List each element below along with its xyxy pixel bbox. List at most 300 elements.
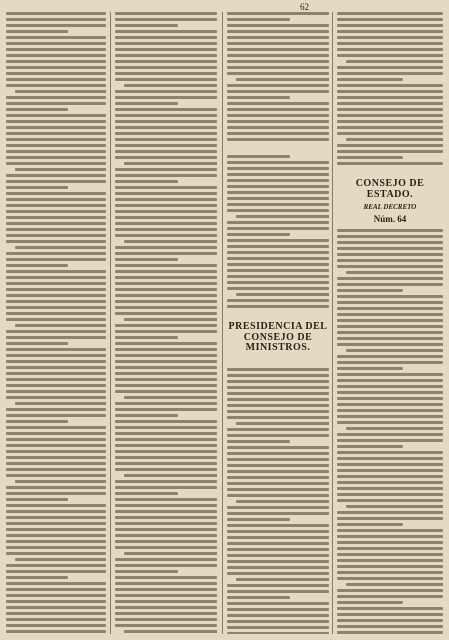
text-line [236, 578, 329, 581]
text-line [346, 138, 443, 141]
text-line [115, 588, 217, 591]
text-line [115, 360, 217, 363]
text-line [115, 30, 217, 33]
text-line [337, 409, 443, 412]
text-line [115, 210, 217, 213]
text-line [227, 434, 329, 437]
text-line [227, 392, 329, 395]
text-line [337, 481, 443, 484]
article-text [227, 155, 329, 308]
text-line [6, 294, 106, 297]
text-line [337, 529, 443, 532]
section-heading-presidency: PRESIDENCIA DEL CONSEJO DE MINISTROS. [228, 321, 328, 353]
text-line [227, 209, 329, 212]
text-line [236, 215, 329, 218]
text-line [115, 582, 217, 585]
text-line [115, 42, 217, 45]
text-line [337, 343, 443, 346]
text-line [6, 282, 106, 285]
text-line [6, 270, 106, 273]
text-line [227, 632, 329, 635]
text-line [227, 179, 329, 182]
text-line [337, 457, 443, 460]
text-line [115, 414, 178, 417]
text-line [346, 427, 443, 430]
text-line [337, 559, 443, 562]
text-line [227, 428, 329, 431]
article-text [6, 12, 106, 634]
text-line [115, 222, 217, 225]
text-line [115, 276, 217, 279]
text-line [115, 468, 217, 471]
text-line [337, 433, 443, 436]
text-line [115, 456, 217, 459]
text-line [227, 542, 329, 545]
text-line [337, 319, 443, 322]
text-line [115, 114, 217, 117]
text-line [6, 390, 106, 393]
text-line [115, 438, 217, 441]
text-line [337, 18, 443, 21]
text-line [6, 84, 106, 87]
text-line [227, 380, 329, 383]
text-line [6, 600, 106, 603]
text-line [337, 613, 443, 616]
text-line [227, 410, 329, 413]
text-line [6, 564, 106, 567]
text-line [227, 114, 329, 117]
text-line [337, 42, 443, 45]
text-line [115, 12, 217, 15]
text-line [115, 18, 217, 21]
text-line [6, 276, 106, 279]
column-3 [227, 12, 329, 634]
text-line [6, 138, 106, 141]
text-line [6, 300, 106, 303]
text-line [227, 614, 329, 617]
text-line [6, 114, 106, 117]
text-line [337, 475, 443, 478]
text-line [115, 450, 217, 453]
text-line [6, 612, 106, 615]
text-line [227, 66, 329, 69]
text-line [115, 522, 217, 525]
text-line [227, 155, 290, 158]
text-line [115, 504, 217, 507]
text-line [115, 498, 217, 501]
text-line [227, 275, 329, 278]
text-line [115, 426, 217, 429]
text-line [227, 191, 329, 194]
text-line [6, 72, 106, 75]
text-line [227, 251, 329, 254]
column-4 [337, 12, 443, 634]
text-line [124, 318, 217, 321]
text-line [115, 192, 217, 195]
text-line [337, 337, 443, 340]
text-line [227, 620, 329, 623]
text-line [337, 493, 443, 496]
text-line [6, 408, 106, 411]
text-line [227, 30, 329, 33]
text-line [115, 36, 217, 39]
text-line [115, 264, 217, 267]
text-line [346, 271, 443, 274]
text-line [6, 450, 106, 453]
text-line [6, 234, 106, 237]
text-line [124, 396, 217, 399]
text-line [115, 612, 217, 615]
text-line [115, 60, 217, 63]
text-line [337, 301, 443, 304]
text-line [6, 60, 106, 63]
text-line [227, 84, 329, 87]
text-line [346, 349, 443, 352]
text-line [227, 386, 329, 389]
text-line [6, 150, 106, 153]
text-line [6, 162, 106, 165]
text-line [337, 631, 443, 634]
text-line [227, 126, 329, 129]
text-line [6, 252, 106, 255]
text-line [227, 374, 329, 377]
text-line [115, 48, 217, 51]
text-line [115, 126, 217, 129]
text-line [6, 318, 106, 321]
column-1 [6, 12, 106, 634]
text-line [115, 300, 217, 303]
text-line [337, 277, 443, 280]
text-line [6, 330, 106, 333]
text-line [115, 294, 217, 297]
text-line [6, 528, 106, 531]
text-line [337, 295, 443, 298]
text-line [337, 144, 443, 147]
text-line [227, 245, 329, 248]
text-line [227, 221, 329, 224]
text-line [337, 126, 443, 129]
text-line [6, 306, 106, 309]
text-line [115, 528, 217, 531]
column-rule [110, 12, 111, 634]
text-line [337, 229, 443, 232]
text-line [337, 253, 443, 256]
text-line [115, 24, 178, 27]
text-line [227, 167, 329, 170]
text-line [227, 482, 329, 485]
text-line [115, 108, 217, 111]
text-line [337, 36, 443, 39]
text-line [6, 360, 106, 363]
text-line [115, 420, 217, 423]
text-line [6, 342, 68, 345]
text-line [124, 474, 217, 477]
text-line [227, 506, 329, 509]
text-line [115, 198, 217, 201]
text-line [6, 144, 106, 147]
text-line [6, 216, 106, 219]
text-line [115, 228, 217, 231]
text-line [115, 576, 217, 579]
text-line [337, 114, 443, 117]
text-line [337, 361, 443, 364]
text-line [115, 486, 217, 489]
text-line [6, 348, 106, 351]
text-line [337, 96, 443, 99]
text-line [115, 306, 217, 309]
text-line [6, 378, 106, 381]
text-line [337, 355, 443, 358]
text-line [337, 283, 443, 286]
text-line [337, 421, 443, 424]
text-line [337, 102, 443, 105]
text-line [6, 12, 106, 15]
text-line [227, 368, 329, 371]
text-line [337, 625, 443, 628]
text-line [227, 48, 329, 51]
text-line [6, 372, 106, 375]
text-line [337, 385, 443, 388]
text-line [337, 589, 443, 592]
text-line [337, 72, 443, 75]
text-line [6, 132, 106, 135]
text-line [6, 54, 106, 57]
text-line [6, 156, 106, 159]
text-line [337, 235, 443, 238]
text-line [337, 511, 443, 514]
text-line [227, 269, 329, 272]
text-line [337, 403, 443, 406]
text-line [227, 488, 329, 491]
text-line [15, 168, 106, 171]
text-line [6, 498, 68, 501]
text-line [337, 391, 443, 394]
text-line [337, 373, 443, 376]
text-line [6, 588, 106, 591]
text-line [124, 630, 217, 633]
text-line [124, 162, 217, 165]
text-line [337, 331, 443, 334]
text-line [115, 462, 217, 465]
text-line [337, 313, 443, 316]
text-line [6, 570, 106, 573]
text-line [15, 324, 106, 327]
text-line [227, 590, 329, 593]
text-line [337, 30, 443, 33]
text-line [337, 541, 443, 544]
text-line [115, 600, 217, 603]
text-line [337, 397, 443, 400]
text-line [6, 426, 106, 429]
text-line [227, 12, 329, 15]
text-line [337, 162, 443, 165]
text-line [115, 540, 217, 543]
text-line [337, 259, 443, 262]
text-line [227, 404, 329, 407]
text-line [115, 402, 217, 405]
text-line [337, 325, 443, 328]
text-line [227, 227, 329, 230]
page-number: 62 [300, 2, 309, 12]
article-text [337, 229, 443, 634]
text-line [15, 246, 106, 249]
text-line [6, 192, 106, 195]
text-line [227, 512, 329, 515]
text-line [227, 239, 329, 242]
text-line [6, 102, 106, 105]
text-line [115, 102, 178, 105]
text-line [6, 222, 106, 225]
article-text [227, 12, 329, 141]
text-line [337, 523, 403, 526]
text-line [227, 602, 329, 605]
text-line [6, 264, 68, 267]
text-line [6, 18, 106, 21]
text-line [346, 505, 443, 508]
text-line [115, 204, 217, 207]
text-line [227, 470, 329, 473]
text-line [337, 577, 443, 580]
text-line [6, 108, 68, 111]
text-line [337, 445, 403, 448]
text-line [227, 60, 329, 63]
text-line [337, 78, 403, 81]
text-line [6, 510, 106, 513]
text-line [227, 476, 329, 479]
text-line [115, 324, 217, 327]
text-line [337, 120, 443, 123]
text-line [115, 90, 217, 93]
text-line [227, 102, 329, 105]
text-line [6, 48, 106, 51]
text-line [6, 174, 106, 177]
text-line [227, 305, 329, 308]
text-line [337, 150, 443, 153]
text-line [115, 510, 217, 513]
text-line [227, 398, 329, 401]
text-line [227, 464, 329, 467]
text-line [6, 198, 106, 201]
text-line [227, 120, 329, 123]
text-line [115, 564, 217, 567]
text-line [337, 565, 443, 568]
text-line [115, 258, 178, 261]
text-line [227, 132, 329, 135]
text-line [337, 451, 443, 454]
text-line [227, 54, 329, 57]
text-line [337, 517, 443, 520]
text-line [337, 571, 443, 574]
text-line [115, 186, 217, 189]
text-line [115, 234, 217, 237]
text-line [6, 186, 68, 189]
text-line [6, 438, 106, 441]
text-line [115, 150, 217, 153]
text-line [115, 282, 217, 285]
text-line [227, 452, 329, 455]
text-line [115, 432, 217, 435]
text-line [337, 66, 443, 69]
article-text [115, 12, 217, 634]
text-line [6, 630, 106, 633]
text-line [227, 197, 329, 200]
text-line [227, 524, 329, 527]
text-line [15, 480, 106, 483]
text-line [227, 560, 329, 563]
section-subheading: REAL DECRETO [363, 203, 417, 211]
column-rule [332, 12, 333, 634]
text-line [6, 384, 106, 387]
text-line [115, 180, 178, 183]
text-line [115, 72, 217, 75]
text-line [227, 173, 329, 176]
article-text [337, 12, 443, 165]
text-line [337, 487, 443, 490]
text-line [227, 185, 329, 188]
text-line [227, 608, 329, 611]
text-line [227, 263, 329, 266]
text-line [6, 258, 106, 261]
article-text [227, 368, 329, 635]
text-line [15, 90, 106, 93]
text-line [6, 396, 106, 399]
text-line [6, 474, 106, 477]
text-line [115, 366, 217, 369]
text-line [337, 619, 443, 622]
text-line [337, 90, 443, 93]
text-line [6, 576, 68, 579]
text-line [6, 240, 106, 243]
text-line [15, 558, 106, 561]
text-line [227, 596, 290, 599]
text-line [227, 203, 329, 206]
text-line [337, 307, 443, 310]
text-line [227, 494, 329, 497]
text-line [6, 78, 106, 81]
text-line [337, 547, 443, 550]
text-line [6, 336, 106, 339]
text-line [337, 247, 443, 250]
text-line [337, 463, 443, 466]
text-line [115, 54, 217, 57]
text-line [236, 293, 329, 296]
text-line [337, 24, 443, 27]
text-line [227, 287, 329, 290]
text-line [227, 530, 329, 533]
text-line [227, 416, 329, 419]
text-line [6, 486, 106, 489]
text-line [346, 583, 443, 586]
text-line [115, 312, 217, 315]
text-line [337, 289, 403, 292]
text-line [6, 288, 106, 291]
text-line [6, 24, 106, 27]
text-line [227, 42, 329, 45]
text-line [115, 132, 217, 135]
text-line [337, 439, 443, 442]
text-line [115, 270, 217, 273]
text-line [6, 546, 106, 549]
text-line [6, 468, 106, 471]
column-2 [115, 12, 217, 634]
text-line [227, 299, 329, 302]
text-line [6, 618, 106, 621]
text-line [236, 422, 329, 425]
text-line [227, 536, 329, 539]
text-line [337, 553, 443, 556]
text-line [6, 210, 106, 213]
text-line [115, 390, 217, 393]
